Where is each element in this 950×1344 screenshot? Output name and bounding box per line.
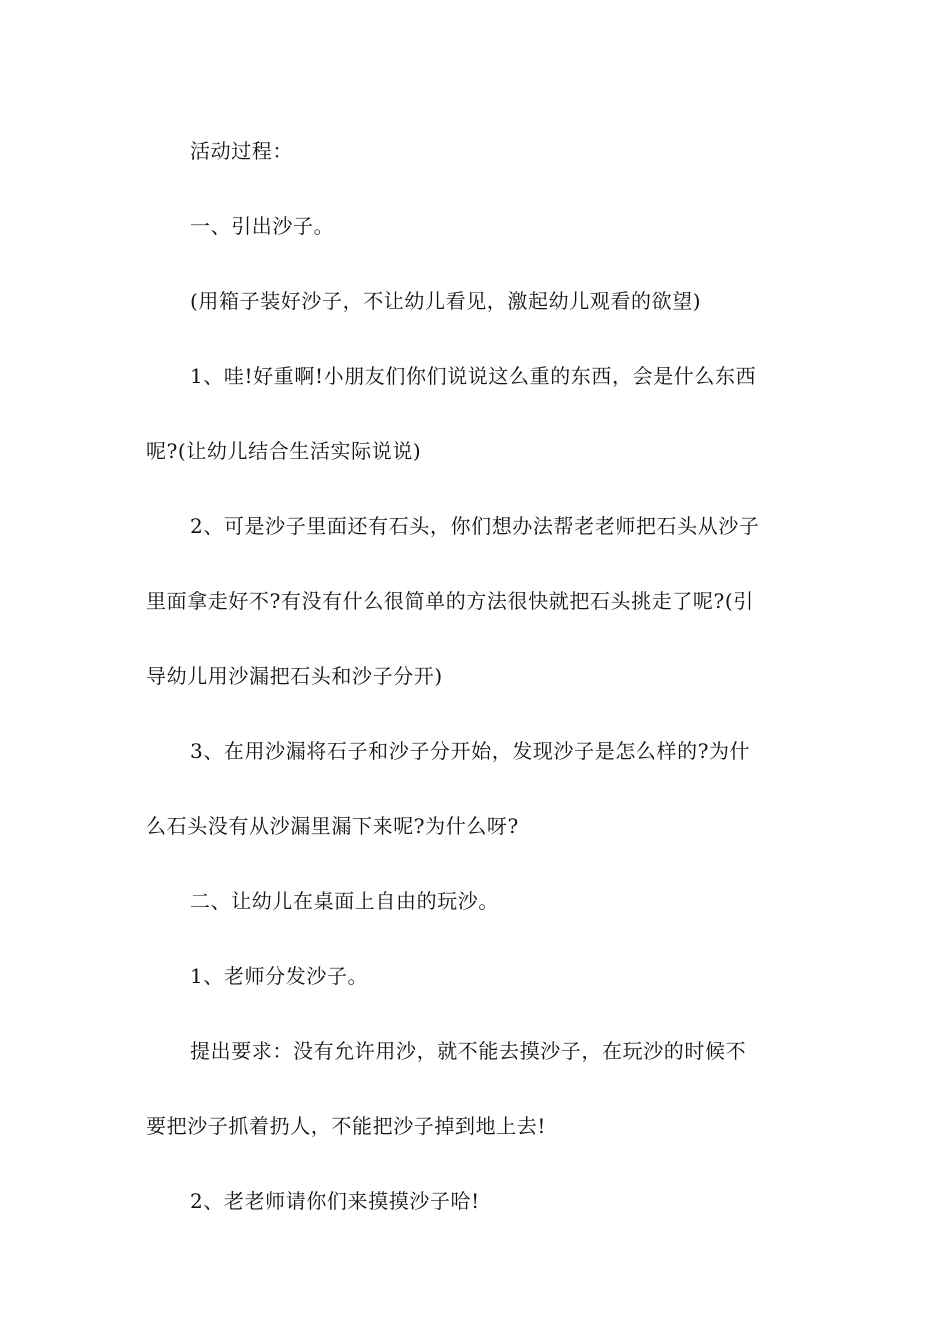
paragraph-line: 么石头没有从沙漏里漏下来呢?为什么呀?	[146, 814, 519, 838]
paragraph-line: 里面拿走好不?有没有什么很简单的方法很快就把石头挑走了呢?(引	[146, 589, 754, 613]
section-heading-activity-process: 活动过程：	[190, 139, 293, 163]
paragraph-line: 1、哇!好重啊!小朋友们你们说说这么重的东西，会是什么东西	[190, 364, 757, 388]
paragraph-line: 呢?(让幼儿结合生活实际说说)	[146, 439, 422, 463]
paragraph-line: 1、老师分发沙子。	[190, 964, 369, 988]
paragraph-line: 要把沙子抓着扔人，不能把沙子掉到地上去!	[146, 1114, 547, 1138]
paragraph-line: 导幼儿用沙漏把石头和沙子分开)	[146, 664, 443, 688]
paragraph-line: 3、在用沙漏将石子和沙子分开始，发现沙子是怎么样的?为什	[190, 739, 751, 763]
paragraph-line: 2、老老师请你们来摸摸沙子哈!	[190, 1189, 480, 1213]
paragraph-line: 提出要求：没有允许用沙，就不能去摸沙子，在玩沙的时候不	[190, 1039, 747, 1063]
paragraph-line: (用箱子装好沙子，不让幼儿看见，激起幼儿观看的欲望)	[190, 289, 702, 313]
heading-free-sand-play: 二、让幼儿在桌面上自由的玩沙。	[190, 889, 499, 913]
heading-introduce-sand: 一、引出沙子。	[190, 214, 335, 238]
paragraph-line: 2、可是沙子里面还有石头，你们想办法帮老老师把石头从沙子	[190, 514, 760, 538]
